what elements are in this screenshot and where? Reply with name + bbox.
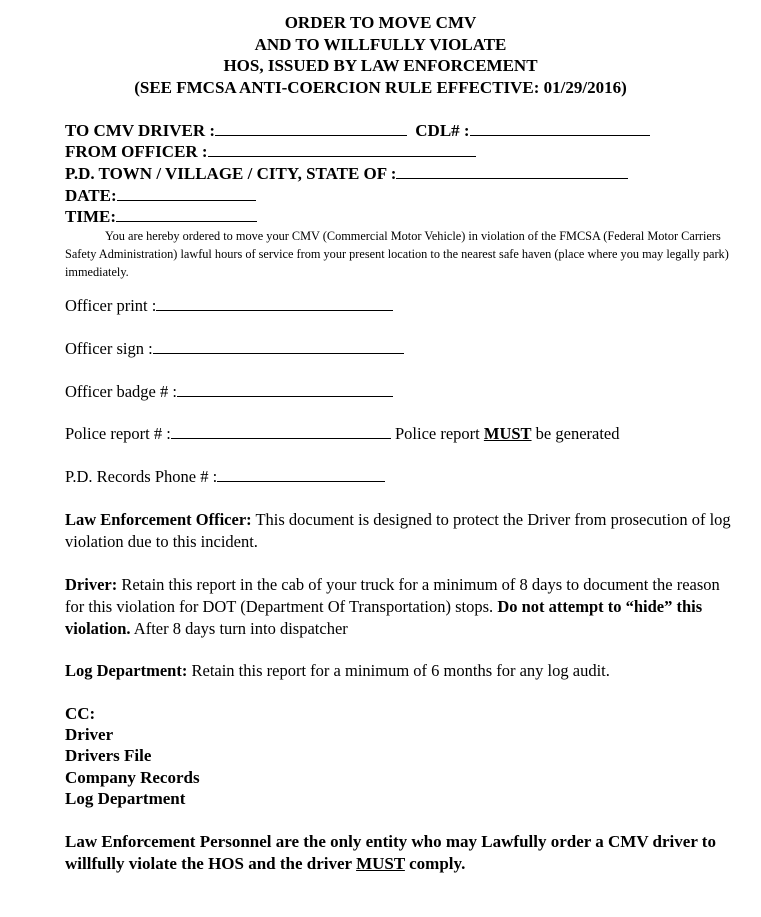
records-phone-blank[interactable] bbox=[217, 467, 385, 482]
leo-text: This document is designed to protect the Driver from prosecution of log violation due to this incident. bbox=[65, 510, 731, 551]
log-label: Log Department: bbox=[65, 661, 188, 680]
pd-blank[interactable] bbox=[396, 164, 628, 179]
pd-label: P.D. TOWN / VILLAGE / CITY, STATE OF : bbox=[65, 164, 397, 183]
time-row bbox=[65, 206, 257, 227]
title-line-3: HOS, ISSUED BY LAW ENFORCEMENT bbox=[223, 56, 538, 75]
title-line-4: (SEE FMCSA ANTI-COERCION RULE EFFECTIVE: 01/29/2016) bbox=[134, 78, 627, 97]
footer-must: MUST bbox=[356, 854, 405, 873]
cdl-label: CDL# : bbox=[415, 121, 470, 140]
officer-print-blank[interactable] bbox=[156, 296, 393, 311]
driver-tail: After 8 days turn into dispatcher bbox=[130, 619, 348, 638]
order-notice: You are hereby ordered to move your CMV (Commercial Motor Vehicle) in violation of the FMCSA (Federal Motor Carriers Safety Administration) lawful hours of service from your present location to the nearest safe haven (place where you may legally park) immediately. bbox=[65, 229, 729, 279]
officer-print-row bbox=[65, 296, 393, 316]
date-row bbox=[65, 185, 256, 206]
records-phone-label: P.D. Records Phone # : bbox=[65, 467, 218, 486]
officer-badge-label: Officer badge # : bbox=[65, 382, 177, 401]
officer-sign-label: Officer sign : bbox=[65, 339, 153, 358]
date-label: DATE: bbox=[65, 186, 117, 205]
officer-badge-row bbox=[65, 382, 393, 402]
officer-badge-blank[interactable] bbox=[177, 382, 393, 397]
log-paragraph bbox=[65, 660, 735, 682]
title-line-1: ORDER TO MOVE CMV bbox=[284, 13, 477, 32]
police-report-note-must: MUST bbox=[483, 424, 532, 443]
cdl-blank[interactable] bbox=[470, 121, 650, 136]
police-report-label: Police report # : bbox=[65, 424, 171, 443]
footer-statement bbox=[65, 831, 745, 875]
time-label: TIME: bbox=[65, 207, 116, 226]
driver-text: Retain this report in the cab of your truck for a minimum of 8 days to document the reason for this violation for DOT (Department Of Transportation) stops. bbox=[65, 575, 720, 616]
title-line-2: AND TO WILLFULLY VIOLATE bbox=[254, 35, 507, 54]
pd-row bbox=[65, 163, 628, 184]
police-report-note bbox=[395, 424, 620, 443]
to-driver-row bbox=[65, 120, 650, 141]
cc-label: CC: bbox=[65, 704, 96, 723]
from-officer-label: FROM OFFICER : bbox=[65, 142, 208, 161]
officer-sign-blank[interactable] bbox=[153, 339, 404, 354]
footer-pre: Law Enforcement Personnel are the only entity who may Lawfully order a CMV driver to willfully violate the HOS and the driver bbox=[65, 832, 716, 873]
cc-item-company-records: Company Records bbox=[65, 768, 200, 787]
date-blank[interactable] bbox=[117, 186, 256, 201]
driver-paragraph bbox=[65, 574, 735, 640]
cc-item-drivers-file: Drivers File bbox=[65, 746, 152, 765]
officer-print-label: Officer print : bbox=[65, 296, 157, 315]
footer-post: comply. bbox=[404, 854, 466, 873]
cc-item-driver: Driver bbox=[65, 725, 114, 744]
driver-bold-warning: Do not attempt to “hide” this violation. bbox=[65, 597, 703, 638]
police-report-note-pre: Police report bbox=[394, 424, 484, 443]
driver-label: Driver: bbox=[65, 575, 118, 594]
police-report-note-post: be generated bbox=[531, 424, 620, 443]
police-report-row bbox=[65, 424, 620, 444]
time-blank[interactable] bbox=[116, 207, 257, 222]
police-report-blank[interactable] bbox=[171, 424, 391, 439]
cc-item-log-department: Log Department bbox=[65, 789, 186, 808]
leo-paragraph bbox=[65, 509, 735, 553]
log-text: Retain this report for a minimum of 6 months for any log audit. bbox=[187, 661, 610, 680]
to-driver-blank[interactable] bbox=[215, 121, 407, 136]
from-officer-row bbox=[65, 141, 476, 162]
records-phone-row bbox=[65, 467, 385, 487]
from-officer-blank[interactable] bbox=[208, 142, 476, 157]
leo-label: Law Enforcement Officer: bbox=[65, 510, 252, 529]
officer-sign-row bbox=[65, 339, 404, 359]
to-driver-label: TO CMV DRIVER : bbox=[65, 121, 216, 140]
